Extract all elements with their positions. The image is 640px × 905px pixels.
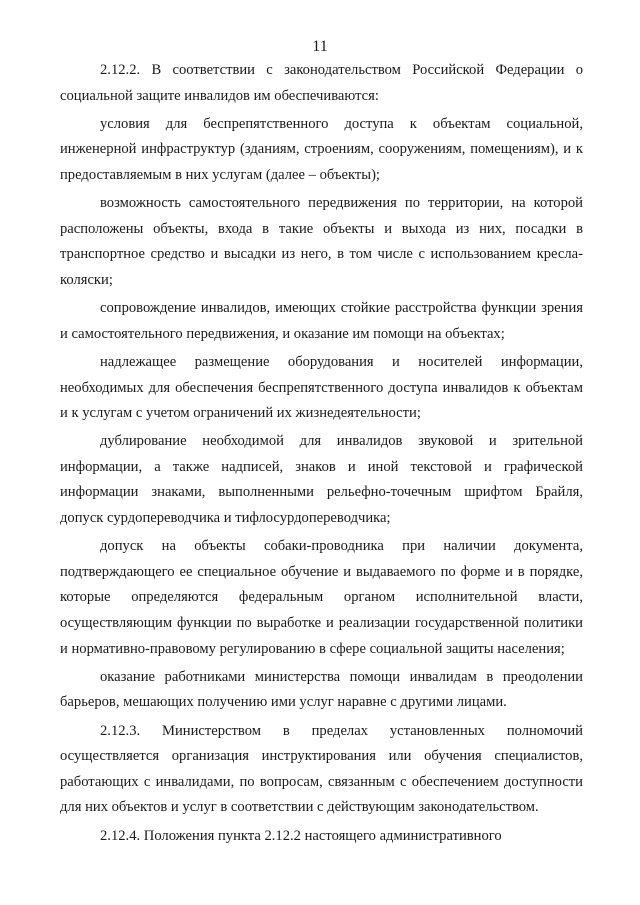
- paragraph-escort: сопровождение инвалидов, имеющих стойкие расстройства функции зрения и самостоятельного передвижения, и оказание им помощи на объектах;: [60, 300, 583, 342]
- paragraph-independent-movement: возможность самостоятельного передвижения по территории, на которой расположены объекты, входа в такие объекты и выхода из них, посадки в транспортное средство и высадки из него, в том числе с использованием кресла-коляски;: [60, 195, 583, 288]
- paragraph-equipment-placement: надлежащее размещение оборудования и носителей информации, необходимых для обеспечения беспрепятственного доступа инвалидов к объектам и к услугам с учетом ограничений их жизнедеятельности;: [60, 353, 583, 422]
- page-number: 11: [312, 38, 328, 55]
- paragraph-2-12-4: 2.12.4. Положения пункта 2.12.2 настоящего административного: [100, 827, 502, 844]
- document-body: [60, 58, 583, 849]
- paragraph-2-12-3: 2.12.3. Министерством в пределах установленных полномочий осуществляется организация инструктирования или обучения специалистов, работающих с инвалидами, по вопросам, связанным с обеспечением доступности для них объектов и услуг в соответствии с действующим законодательством.: [60, 722, 583, 816]
- paragraph-duplication-braille: дублирование необходимой для инвалидов звуковой и зрительной информации, а также надписей, знаков и иной текстовой и графической информации знаками, выполненными рельефно-точечным шрифтом Брайля, допуск сурдопереводчика и тифлосурдопереводчика;: [60, 433, 583, 527]
- paragraph-conditions-access: условия для беспрепятственного доступа к объектам социальной, инженерной инфраструктур (зданиям, строениям, сооружениям, помещениям), и к предоставляемым в них услугам (далее – объекты);: [60, 115, 583, 183]
- paragraph-guide-dog: допуск на объекты собаки-проводника при наличии документа, подтверждающего ее специальное обучение и выдаваемого по форме и в порядке, которые определяются федеральным органом исполнительной власти, осуществляющим функции по выработке и реализации государственной политики и нормативно-правовому регулированию в сфере социальной защиты населения;: [60, 538, 583, 657]
- paragraph-2-12-2: 2.12.2. В соответствии с законодательством Российской Федерации о социальной защите инвалидов им обеспечиваются:: [60, 62, 583, 104]
- paragraph-staff-assistance: оказание работниками министерства помощи инвалидам в преодолении барьеров, мешающих получению ими услуг наравне с другими лицами.: [60, 668, 583, 711]
